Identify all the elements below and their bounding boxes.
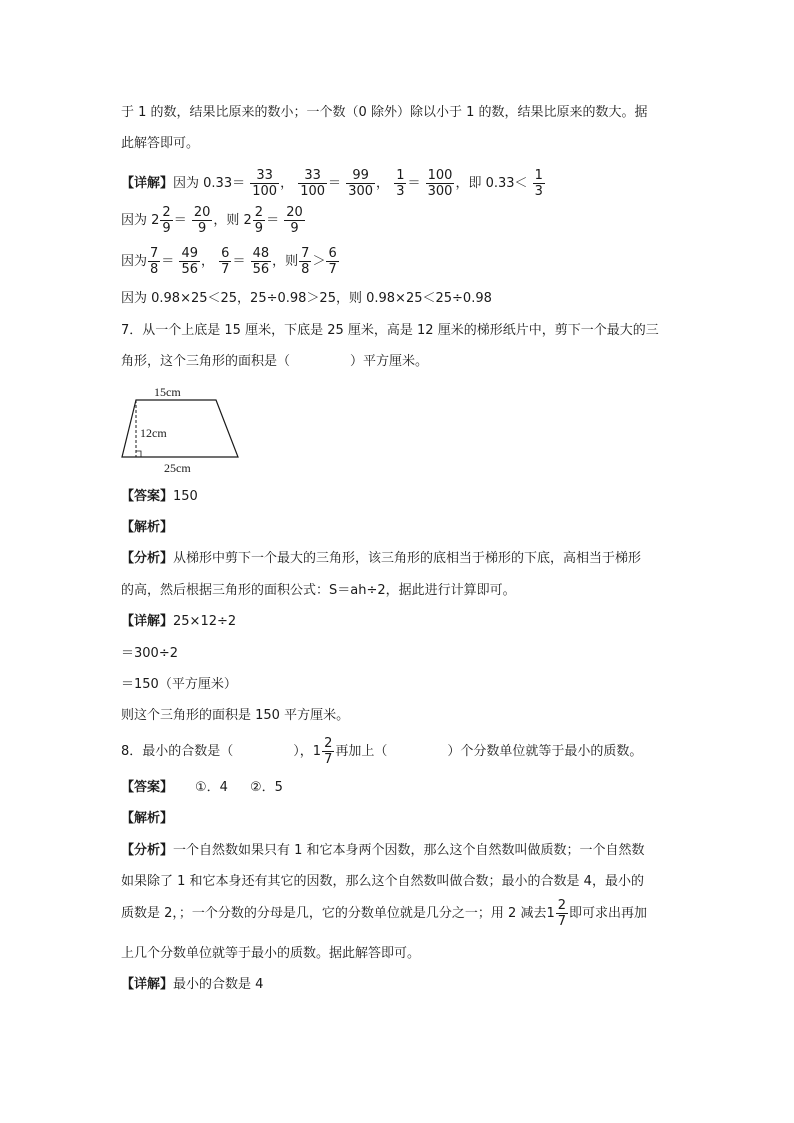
fraction: $\frac{7}{8}$ (301, 246, 310, 277)
question-8: 8．最小的合数是（ ），1 $\frac{2}{7}$ 再加上（ ）个分数单位就等于最小的质数。 (121, 736, 643, 767)
fraction: $\frac{49}{56}$ (181, 246, 198, 277)
question-7-cont: 角形，这个三角形的面积是（ ）平方厘米。 (121, 354, 429, 369)
text-line: 于 1 的数，结果比原来的数小；一个数（0 除外）除以小于 1 的数，结果比原来的数大。据 (121, 105, 648, 120)
text-line: 因为 0.98×25＜25，25÷0.98＞25，则 0.98×25＜25÷0.98 (121, 291, 492, 306)
analysis-line: 的高，然后根据三角形的面积公式：S＝ah÷2，据此进行计算即可。 (121, 583, 516, 598)
fraction: $\frac{7}{8}$ (150, 246, 159, 277)
fraction: $\frac{33}{100}$ (300, 168, 326, 199)
fraction: $\frac{2}{7}$ (324, 736, 333, 767)
detail-line: ＝300÷2 (121, 646, 178, 661)
fraction: $\frac{6}{7}$ (328, 246, 337, 277)
right-angle-mark (136, 451, 141, 457)
math-line: 因为 2 $\frac{2}{9}$ ＝ $\frac{20}{9}$ ，则 2 $\frac{2}{9}$ ＝ $\frac{20}{9}$ (121, 205, 303, 236)
math-line: 因为 $\frac{7}{8}$ ＝ $\frac{49}{56}$ ， $\frac{6}{7}$ ＝ $\frac{48}{56}$ ，则 $\frac{7}{8}$ ＞ $\frac{6}{7}$ (121, 246, 337, 277)
fraction: $\frac{1}{3}$ (534, 168, 543, 199)
fraction: $\frac{99}{300}$ (348, 168, 374, 199)
answer-line: 【答案】150 (121, 489, 198, 504)
question-7: 7．从一个上底是 15 厘米，下底是 25 厘米，高是 12 厘米的梯形纸片中，剪下一个最大的三 (121, 323, 659, 338)
top-base-label: 15cm (154, 385, 181, 399)
fraction: $\frac{20}{9}$ (286, 205, 303, 236)
analysis-tag: 【解析】 (121, 811, 174, 826)
text-line: 此解答即可。 (121, 136, 200, 151)
analysis-line: 上几个分数单位就等于最小的质数。据此解答即可。 (121, 946, 421, 961)
analysis-line: 【分析】从梯形中剪下一个最大的三角形，该三角形的底相当于梯形的下底，高相当于梯形 (121, 551, 642, 566)
fraction: $\frac{2}{9}$ (162, 205, 171, 236)
height-label: 12cm (140, 426, 167, 440)
fraction: $\frac{2}{9}$ (254, 205, 264, 236)
analysis-line: 质数是 2，；一个分数的分母是几，它的分数单位就是几分之一；用 2 减去1 $\frac{2}{7}$ 即可求出再加 (121, 898, 648, 929)
fraction: $\frac{48}{56}$ (252, 246, 270, 277)
detail-line: 则这个三角形的面积是 150 平方厘米。 (121, 708, 350, 723)
bottom-base-label: 25cm (164, 461, 191, 475)
detail-line: 【详解】25×12÷2 (121, 614, 237, 629)
detail-line: ＝150（平方厘米） (121, 677, 237, 692)
detail-line: 【详解】最小的合数是 4 (121, 977, 264, 992)
math-line: 【详解】因为 0.33＝ $\frac{33}{100}$ ， $\frac{33}{100}$ ＝ $\frac{99}{300}$ ， $\frac{1}{3}$ ＝ $\frac{100}{300}$ ，即 0.33＜ $\frac{1}{3}$ (121, 168, 543, 199)
fraction: $\frac{20}{9}$ (193, 205, 211, 236)
fraction: $\frac{6}{7}$ (221, 246, 230, 277)
fraction: $\frac{100}{300}$ (427, 168, 453, 199)
analysis-tag: 【解析】 (121, 520, 174, 535)
trapezoid-figure (114, 380, 248, 478)
analysis-line: 【分析】一个自然数如果只有 1 和它本身两个因数，那么这个自然数叫做质数；一个自然数 (121, 843, 645, 858)
analysis-line: 如果除了 1 和它本身还有其它的因数，那么这个自然数叫做合数；最小的合数是 4，最小的 (121, 874, 644, 889)
fraction: $\frac{33}{100}$ (252, 168, 278, 199)
fraction: $\frac{2}{7}$ (557, 898, 567, 929)
fraction: $\frac{1}{3}$ (396, 168, 405, 199)
answer-line: 【答案】 ①．4 ②．5 (121, 780, 283, 795)
